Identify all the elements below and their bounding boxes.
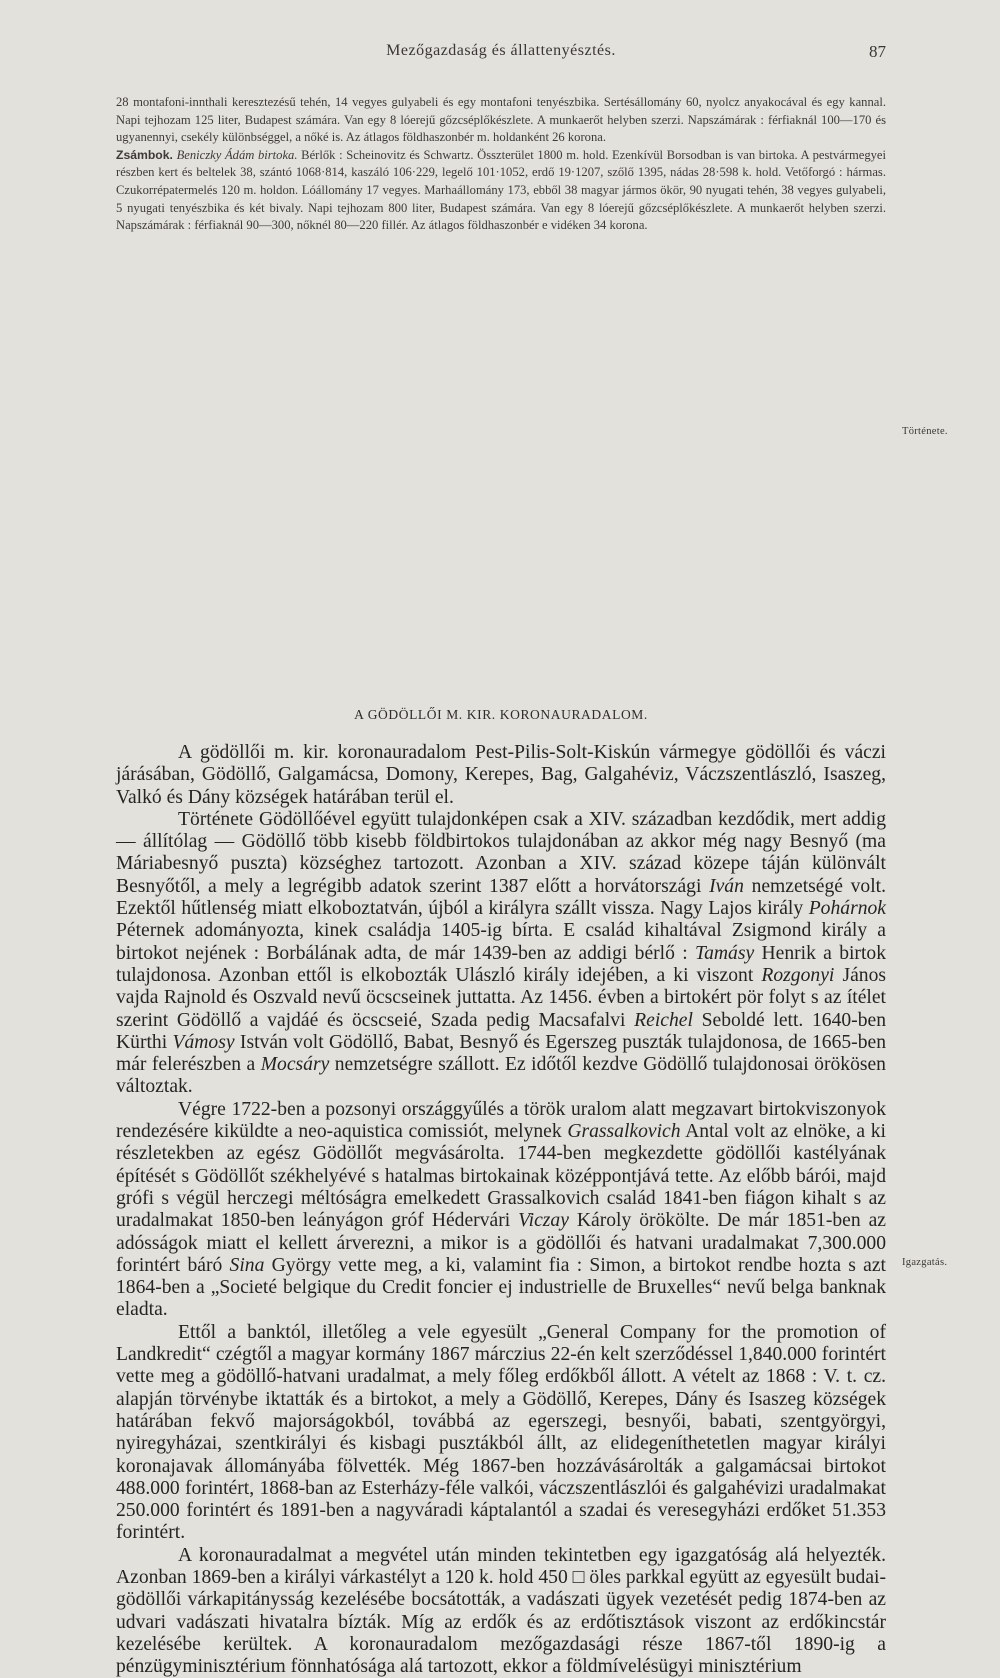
running-header [116, 42, 886, 66]
text-run: Antal volt az elnöke, a ki részletekben az egész Gödöllőt megvásárolta. 1744-ben megkezdette gödöllői kastélyának építését s Gödöllőt székhelyévé s hatalmas birtokainak középpontjává tette. Az előbb bárói, majd grófi s végül herczegi méltóságra emelkedett Grassalkovich család 1841-ben fiágon kihalt s az uradalmakat 1850-ben leányágon gróf Hédervári [116, 1121, 886, 1232]
text-run: nemzetségre szállott. Ez időtől kezdve Gödöllő tulajdonosai örökösen változtak. [116, 1054, 886, 1098]
page-number: 87 [869, 42, 886, 61]
previous-section-text [116, 94, 886, 235]
name-italic: Tamásy [694, 942, 755, 964]
paragraph [116, 1099, 886, 1322]
paragraph: 28 montafoni-innthali keresztezésű tehén, 14 vegyes gulyabeli és egy montafoni tenyészbika. Sertésállomány 60, nyolcz anyakocával és egy kannal. Napi tejhozam 125 liter, Budapest számára. Van egy 8 lóerejű gőzcséplőkészlete. A munkaerőt helyben szerzi. Napszámárak : férfiaknál 100—170 és ugyanennyi, csekély különbséggel, a nőké is. Az átlagos földhaszonbér m. holdanként 26 korona. [116, 95, 886, 145]
estate-owner: Beniczky Ádám birtoka. [176, 147, 298, 162]
text-run: Károly örökölte. De már 1851-ben az adósságok miatt el kellett árverezni, a mikor is a gödöllői és hatvani uradalmakat 7,300.000 forintért báró [116, 1210, 886, 1276]
name-italic: Pohárnok [808, 898, 886, 920]
name-italic: Reichel [634, 1009, 693, 1031]
margin-note-administration: Igazgatás. [902, 1257, 948, 1268]
place-heading: Zsámbok. [116, 147, 173, 162]
name-italic: Rozgonyi [761, 964, 835, 986]
main-text [116, 742, 886, 1678]
text-run: János vajda Rajnold és Oszvald nevű öcscseinek juttatta. Az 1456. évben a birtokért pör folyt s az ítélet szerint Gödöllő a vajdáé és öcscseié, Szada pedig Macsafalvi [116, 964, 886, 1031]
running-title: Mezőgazdaság és állattenyésztés. [386, 42, 616, 59]
section-title: A GÖDÖLLŐI M. KIR. KORONAURADALOM. [354, 707, 648, 722]
text-run: Henrik a birtok tulajdonosa. Azonban ettől is elkobozták Ulászló király idejében, a ki viszont [116, 942, 886, 986]
name-italic: Iván [709, 875, 744, 897]
text-run: Seboldé lett. 1640-ben Kürthi [116, 1009, 886, 1053]
name-italic: Mocsáry [260, 1054, 330, 1076]
text-run: István volt Gödöllő, Babat, Besnyő és Egerszeg puszták tulajdonosa, de 1665-ben már felerészben a [116, 1031, 887, 1076]
paragraph: A gödöllői m. kir. koronauradalom Pest-Pilis-Solt-Kiskún vármegye gödöllői és váczi járásában, Gödöllő, Galgamácsa, Domony, Kerepes, Bag, Galgahéviz, Váczszentlászló, Isaszeg, Valkó és Dány községek határában terül el. [116, 742, 886, 808]
text-run: nemzetségé volt. Ezektől hűtlenség miatt elkoboztatván, újból a királyra szállt vissza. Nagy Lajos király [116, 875, 886, 920]
paragraph [116, 809, 886, 1099]
margin-note-history: Története. [902, 426, 948, 437]
paragraph: Ettől a banktól, illetőleg a vele egyesült „General Company for the promotion of Landkredit“ czégtől a magyar kormány 1867 márczius 22-én kelt szerződéssel 1,840.000 forintért vette meg a gödöllő-hatvani uradalmat, a mely főleg erdőkből állott. A vételt az 1868 : V. t. cz. alapján törvénybe iktatták és a birtokot, a mely a Gödöllő, Kerepes, Dány és Isaszeg községek határában fekvő majorságokból, továbbá az egerszegi, besnyői, babati, szentgyörgyi, nyiregyházai, szentkirályi és kisbagi pusztákból állt, az elidegeníthetetlen magyar királyi koronajavak állományába fölvették. Még 1867-ben hozzávásárolták a galgamácsai birtokot 488.000 forintért, 1868-ban az Esterházy-féle valkói, váczszentlászlói és galgahévizi uradalmakat 250.000 forintért és 1891-ben a nagyváradi káptalantól a szadai és veresegyházi erdőket 51.353 forintért. [116, 1321, 886, 1544]
text-run: Története Gödöllőével együtt tulajdonképen csak a XIV. században kezdődik, mert addig — állítólag — Gödöllő több kisebb földbirtokos tulajdonában az akkor még nagy Besnyő (ma Máriabesnyő puszta) községhez tartozott. Azonban a XIV. század közepe táján különvált Besnyőtől, a mely a legrégibb adatok szerint 1387 előtt a horvátországi [116, 808, 886, 897]
text-run: Péternek adományozta, kinek családja 1405-ig bírta. E család kihaltával Zsigmond király a birtokot nejének : Borbálának adta, de már 1439-ben az addigi bérlő : [116, 920, 886, 964]
text-run: György vette meg, a ki, valamint fia : Simon, a birtokot rendbe hozta s azt 1864-ben a „Societé belgique du Credit foncier ej industrielle de Bruxelles“ nevű belga banknak eladta. [116, 1254, 886, 1321]
paragraph: A koronauradalmat a megvétel után minden tekintetben egy igazgatóság alá helyezték. Azonban 1869-ben a királyi várkastélyt a 120 k. hold 450 □ öles parkkal együtt az egyesült budai-gödöllői várkapitánysság kezelésébe bocsátották, a vadászati ügyek vezetését pedig 1874-ben az udvari vadászati hivatalra bízták. Míg az erdők és az erdőtisztások viszont az erdőkincstár kezelésébe kerültek. A koronauradalom mezőgazdasági része 1867-től 1890-ig a pénzügyminisztérium fönnhatósága alá tartozott, ekkor a földmívelésügyi minisztérium [116, 1544, 886, 1678]
paragraph-text: Bérlők : Scheinovitz és Schwartz. Összterület 1800 m. hold. Ezenkívül Borsodban is van birtoka. A pestvármegyei részben kert és beltelek 38, szántó 1068·814, kaszáló 106·229, legelő 101·1052, erdő 19·1207, szőlő 1395, nádas 28·598 k. hold. Vetőforgó : hármas. Czukorrépatermelés 120 m. holdon. Lóállomány 17 vegyes. Marhaállomány 173, ebből 38 magyar jármos ökör, 90 nyugati tehén, 38 vegyes gulyabeli, 5 nyugati tenyészbika és két bivaly. Napi tejhozam 800 liter, Budapest számára. Van egy 8 lóerejű gőzcséplőkészlete. A munkaerőt helyben szerzi. Napszámárak : férfiaknál 90—300, nőknél 80—220 fillér. Az átlagos földhaszonbér e vidéken 34 korona. [116, 147, 887, 233]
name-italic: Sina [229, 1254, 265, 1276]
name-italic: Grassalkovich [567, 1121, 681, 1143]
paragraph [116, 147, 886, 235]
name-italic: Viczay [518, 1210, 569, 1232]
name-italic: Vámosy [172, 1031, 235, 1053]
text-run: Végre 1722-ben a pozsonyi országgyűlés a török uralom alatt megzavart birtokviszonyok rendezésére kiküldte a neo-aquistica comissiót, melynek [116, 1098, 886, 1143]
